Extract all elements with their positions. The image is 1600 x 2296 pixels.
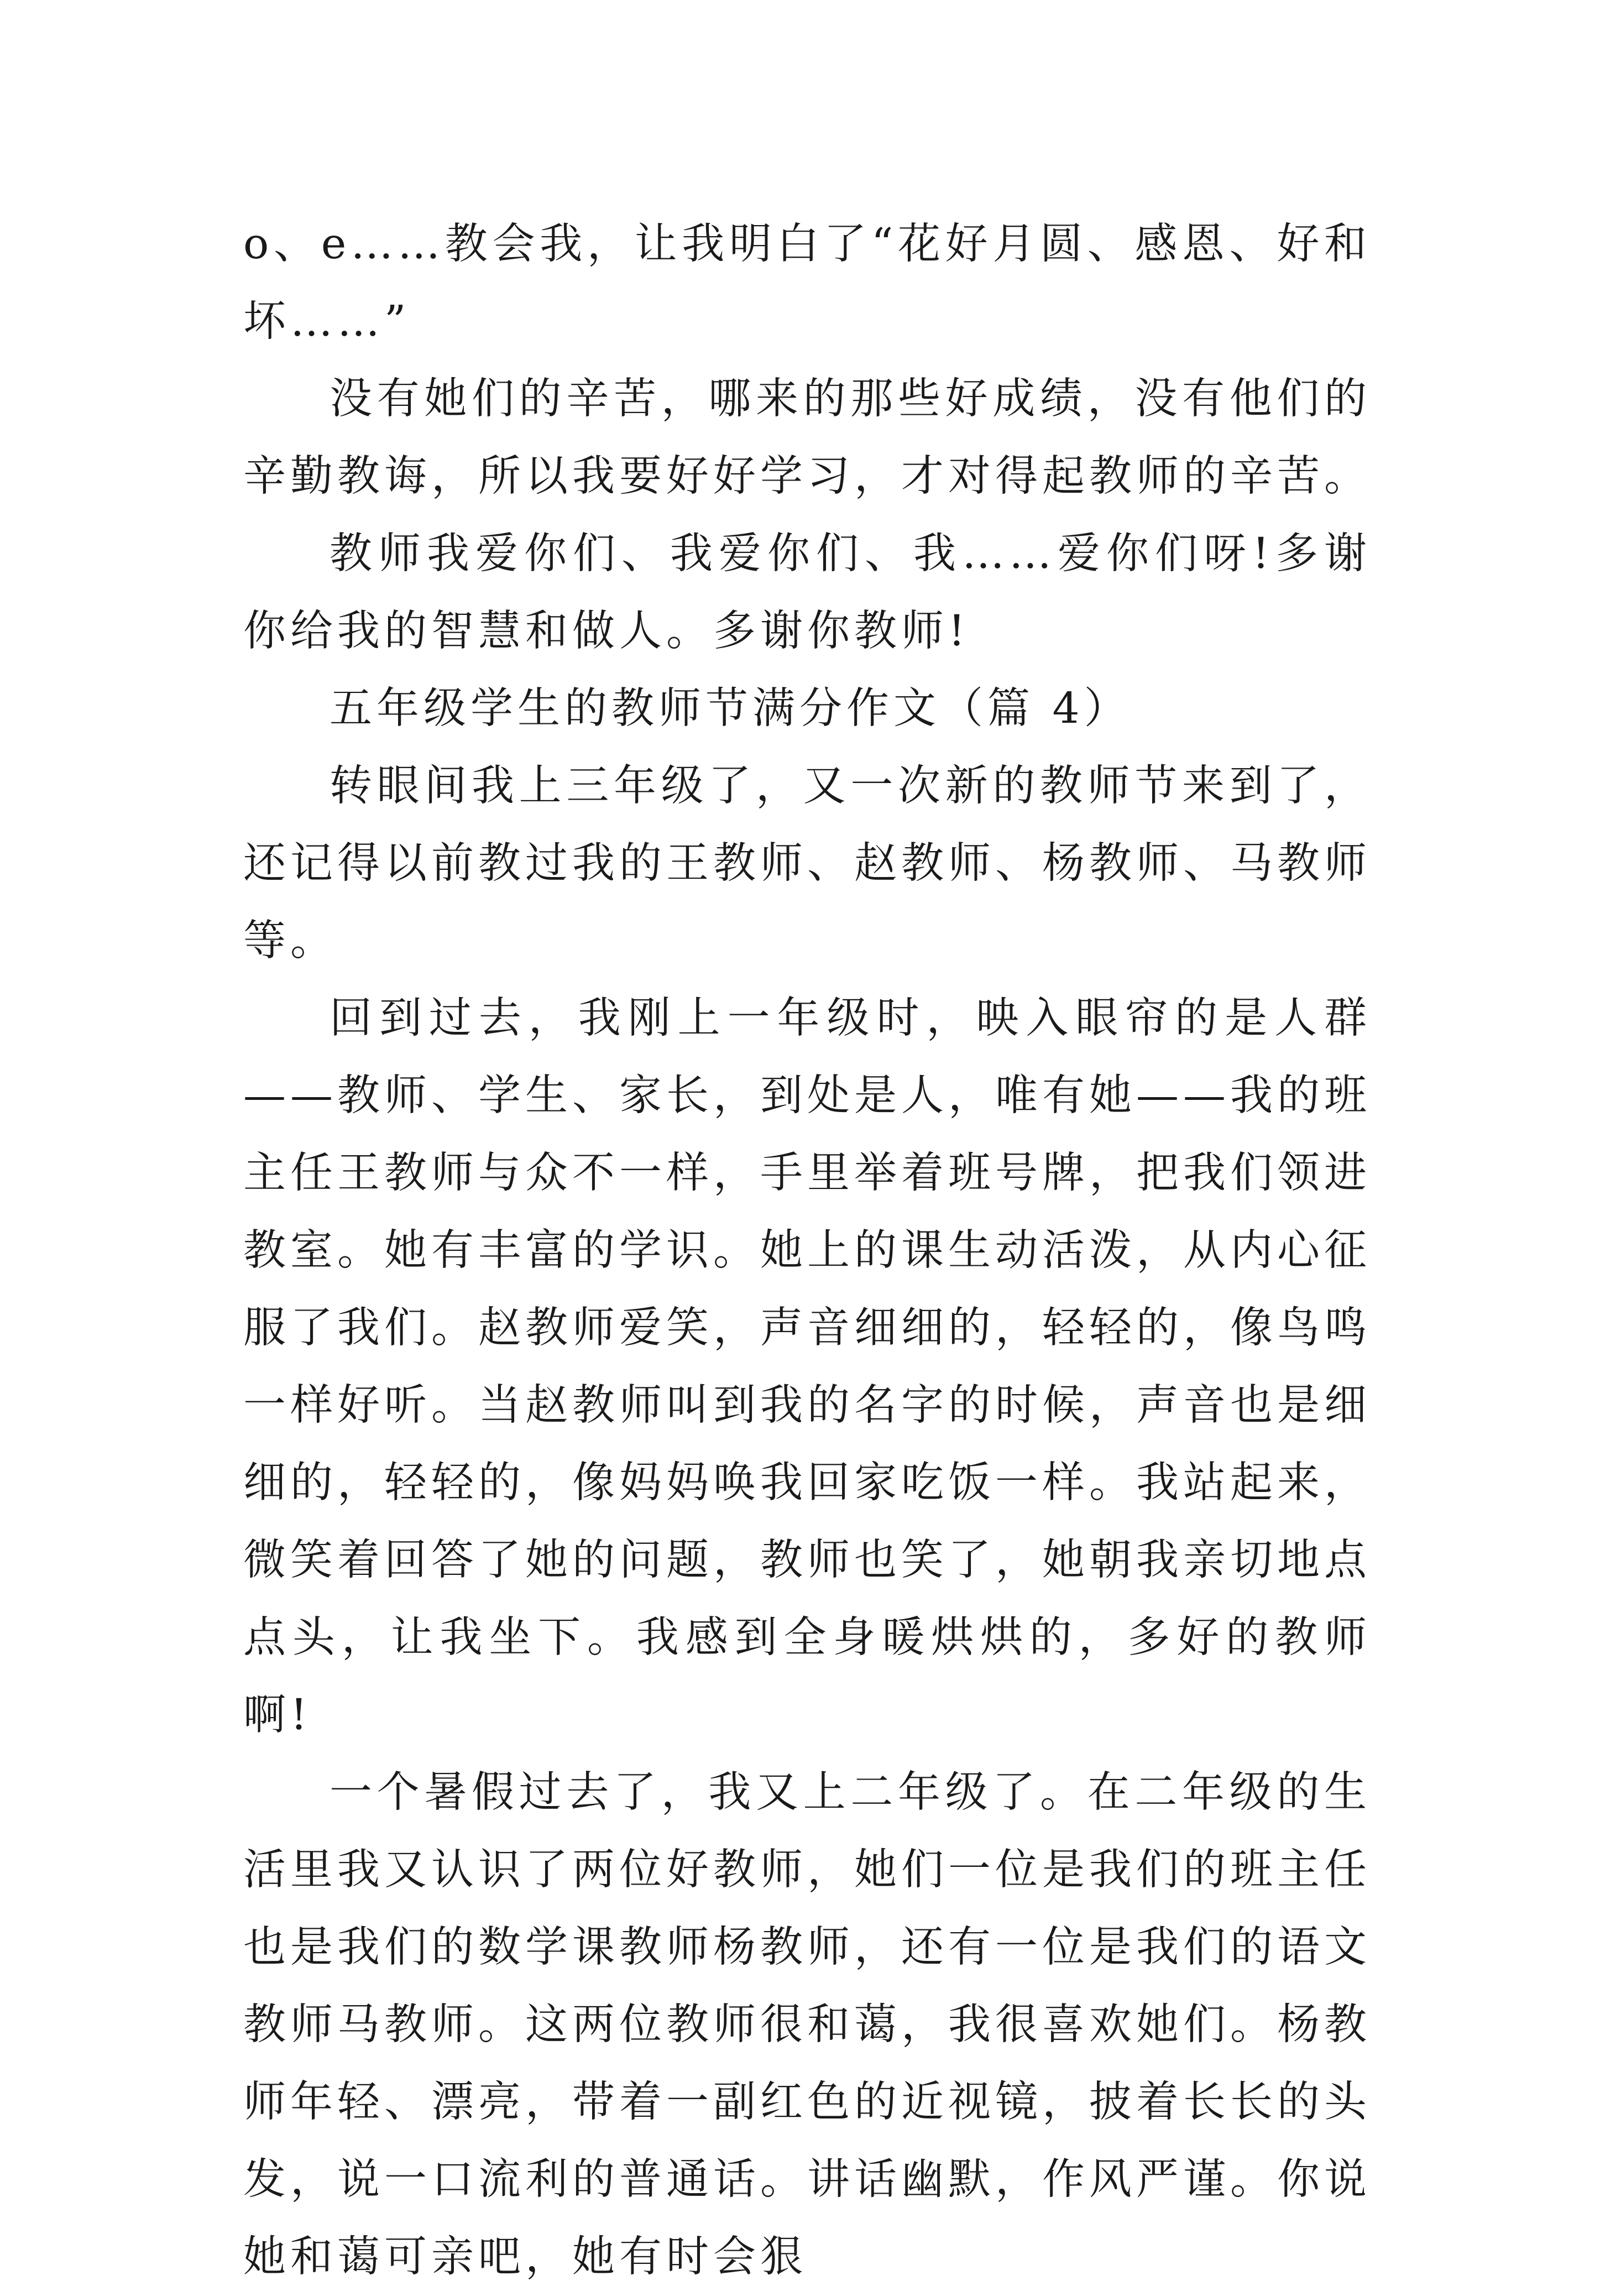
paragraph: 转眼间我上三年级了，又一次新的教师节来到了，还记得以前教过我的王教师、赵教师、杨教师、马教师等。 (243, 761, 1371, 966)
section-title: 五年级学生的教师节满分作文（篇 4） (330, 684, 1131, 733)
paragraph: o、e……教会我，让我明白了“花好月圆、感恩、好和坏……” (243, 220, 1371, 346)
paragraph: 教师我爱你们、我爱你们、我……爱你们呀!多谢你给我的智慧和做人。多谢你教师! (243, 529, 1371, 656)
paragraph: 回到过去，我刚上一年级时，映入眼帘的是人群——教师、学生、家长，到处是人，唯有她——我的班主任王教师与众不一样，手里举着班号牌，把我们领进教室。她有丰富的学识。她上的课生动活泼，从内心征服了我们。赵教师爱笑，声音细细的，轻轻的，像鸟鸣一样好听。当赵教师叫到我的名字的时候，声音也是细细的，轻轻的，像妈妈唤我回家吃饭一样。我站起来，微笑着回答了她的问题，教师也笑了，她朝我亲切地点点头，让我坐下。我感到全身暖烘烘的，多好的教师啊! (243, 994, 1371, 1740)
document-body (243, 206, 1371, 2296)
paragraph: 一个暑假过去了，我又上二年级了。在二年级的生活里我又认识了两位好教师，她们一位是我们的班主任也是我们的数学课教师杨教师，还有一位是我们的语文教师马教师。这两位教师很和蔼，我很喜欢她们。杨教师年轻、漂亮，带着一副红色的近视镜，披着长长的头发，说一口流利的普通话。讲话幽默，作风严谨。你说她和蔼可亲吧，她有时会狠 (243, 1768, 1371, 2282)
paragraph: 没有她们的辛苦，哪来的那些好成绩，没有他们的辛勤教诲，所以我要好好学习，才对得起教师的辛苦。 (243, 374, 1371, 501)
